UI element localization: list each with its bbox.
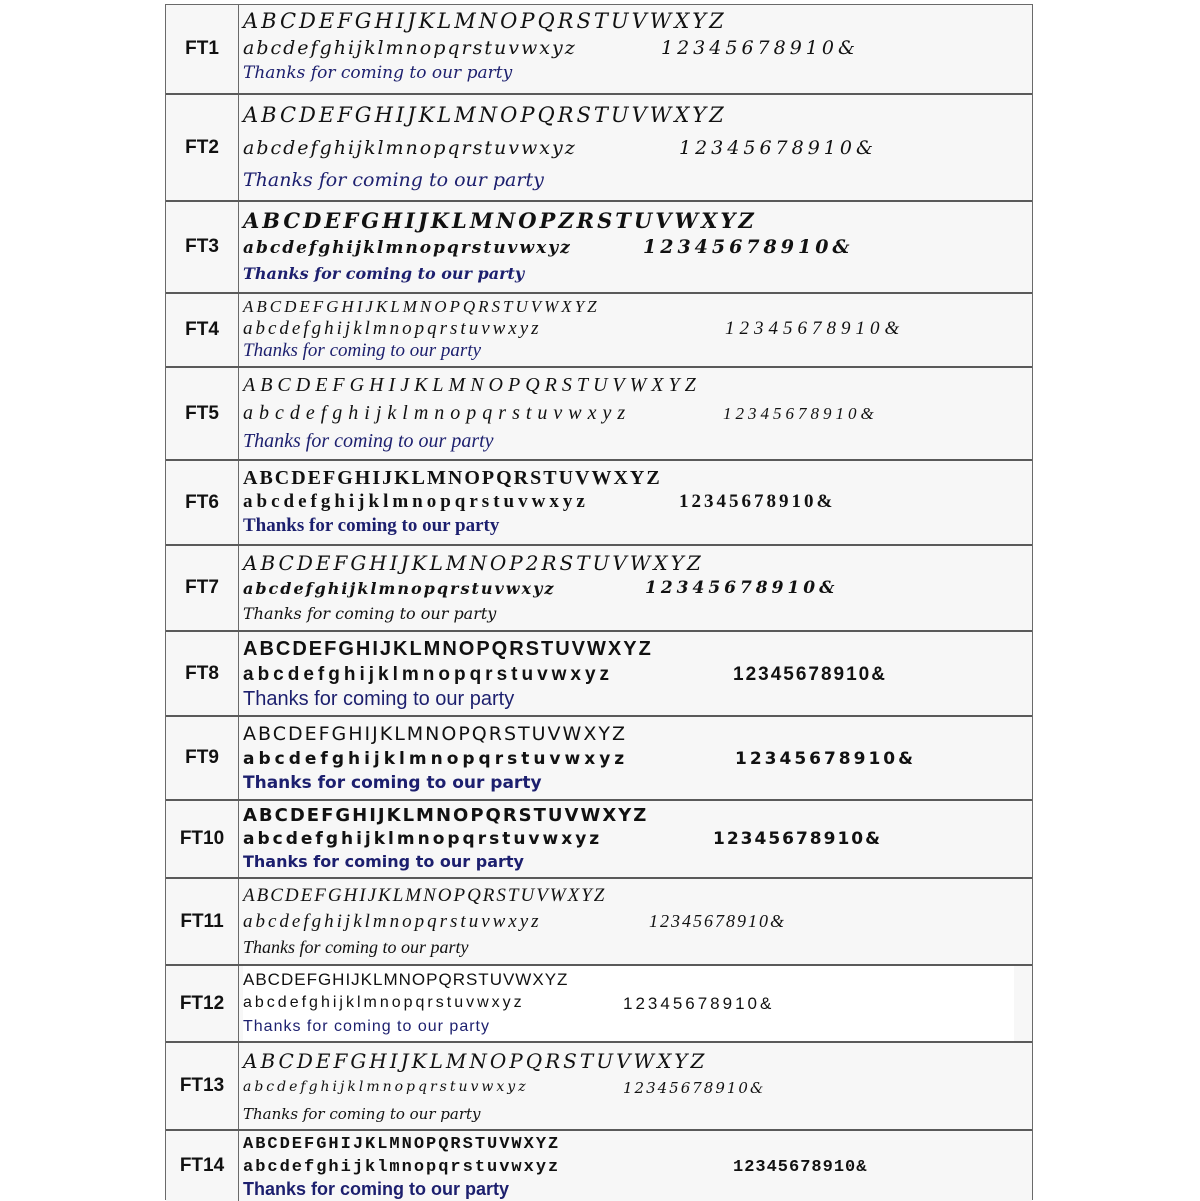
- font-sample: [243, 717, 1028, 799]
- thanks-phrase: Thanks for coming to our party: [243, 169, 544, 191]
- thanks-phrase: Thanks for coming to our party: [243, 604, 497, 623]
- lowercase-sample: abcdefghijklmnopqrstuvwxyz: [243, 238, 572, 258]
- font-sample: [243, 1043, 1028, 1129]
- font-label: FT10: [166, 801, 239, 877]
- font-label: FT1: [166, 5, 239, 93]
- font-sample: [243, 1131, 1028, 1201]
- thanks-phrase: Thanks for coming to our party: [243, 688, 515, 710]
- font-label: FT14: [166, 1131, 239, 1201]
- numbers-sample: 12345678910&: [661, 37, 859, 59]
- font-sample-sheet: [165, 4, 1033, 1200]
- font-row-ft13: [166, 1041, 1032, 1129]
- lowercase-sample: abcdefghijklmnopqrstuvwxyz: [243, 664, 614, 685]
- numbers-sample: 12345678910&: [679, 137, 877, 159]
- thanks-phrase: Thanks for coming to our party: [243, 1018, 490, 1035]
- font-row-ft2: [166, 93, 1032, 200]
- thanks-phrase: Thanks for coming to our party: [243, 773, 542, 793]
- uppercase-sample: ABCDEFGHIJKLMNOPZRSTUVWXYZ: [243, 208, 757, 233]
- font-row-ft1: [166, 5, 1032, 93]
- uppercase-sample: ABCDEFGHIJKLMNOPQRSTUVWXYZ: [243, 374, 701, 396]
- font-label: FT2: [166, 95, 239, 200]
- numbers-sample: 12345678910&: [679, 491, 836, 512]
- font-sample: [243, 801, 1028, 877]
- numbers-sample: 12345678910&: [623, 994, 775, 1013]
- font-row-ft3: [166, 200, 1032, 292]
- numbers-sample: 12345678910&: [733, 664, 887, 685]
- numbers-sample: 12345678910&: [733, 1158, 868, 1177]
- font-label: FT12: [166, 966, 239, 1041]
- uppercase-sample: ABCDEFGHIJKLMNOPQRSTUVWXYZ: [243, 9, 727, 33]
- font-sample: [243, 5, 1028, 93]
- lowercase-sample: abcdefghijklmnopqrstuvwxyz: [243, 1079, 529, 1095]
- uppercase-sample: ABCDEFGHIJKLMNOPQRSTUVWXYZ: [243, 103, 727, 127]
- font-label: FT6: [166, 461, 239, 544]
- lowercase-sample: abcdefghijklmnopqrstuvwxyz: [243, 579, 556, 598]
- font-label: FT11: [166, 879, 239, 964]
- font-sample: [243, 95, 1028, 200]
- font-sample: [243, 632, 1028, 715]
- lowercase-sample: abcdefghijklmnopqrstuvwxyz: [243, 749, 629, 769]
- font-label: FT13: [166, 1043, 239, 1129]
- font-row-ft5: [166, 366, 1032, 459]
- thanks-phrase: Thanks for coming to our party: [243, 515, 500, 536]
- font-label: FT5: [166, 368, 239, 459]
- font-row-ft4: [166, 292, 1032, 366]
- thanks-phrase: Thanks for coming to our party: [243, 430, 494, 452]
- font-row-ft10: [166, 799, 1032, 877]
- uppercase-sample: ABCDEFGHIJKLMNOP2RSTUVWXYZ: [243, 551, 704, 575]
- thanks-phrase: Thanks for coming to our party: [243, 1179, 510, 1199]
- thanks-phrase: Thanks for coming to our party: [243, 852, 524, 871]
- numbers-sample: 12345678910&: [623, 1079, 766, 1097]
- numbers-sample: 12345678910&: [649, 911, 787, 931]
- uppercase-sample: ABCDEFGHIJKLMNOPQRSTUVWXYZ: [243, 1049, 708, 1073]
- numbers-sample: 12345678910&: [723, 404, 878, 423]
- uppercase-sample: ABCDEFGHIJKLMNOPQRSTUVWXYZ: [243, 885, 607, 906]
- font-sample: [243, 966, 1014, 1041]
- font-row-ft11: [166, 877, 1032, 964]
- thanks-phrase: Thanks for coming to our party: [243, 63, 513, 83]
- font-label: FT9: [166, 717, 239, 799]
- numbers-sample: 12345678910&: [735, 749, 916, 769]
- font-label: FT8: [166, 632, 239, 715]
- uppercase-sample: ABCDEFGHIJKLMNOPQRSTUVWXYZ: [243, 805, 649, 826]
- font-sample: [243, 461, 1028, 544]
- lowercase-sample: abcdefghijklmnopqrstuvwxyz: [243, 911, 542, 932]
- thanks-phrase: Thanks for coming to our party: [243, 264, 525, 283]
- lowercase-sample: abcdefghijklmnopqrstuvwxyz: [243, 829, 603, 849]
- lowercase-sample: abcdefghijklmnopqrstuvwxyz: [243, 137, 577, 159]
- font-label: FT4: [166, 294, 239, 366]
- uppercase-sample: ABCDEFGHIJKLMNOPQRSTUVWXYZ: [243, 723, 627, 745]
- thanks-phrase: Thanks for coming to our party: [243, 1105, 481, 1123]
- font-sample: [243, 294, 1028, 366]
- numbers-sample: 12345678910&: [713, 829, 882, 849]
- uppercase-sample: ABCDEFGHIJKLMNOPQRSTUVWXYZ: [243, 970, 569, 989]
- numbers-sample: 12345678910&: [643, 236, 854, 258]
- font-sample: [243, 879, 1028, 964]
- font-sample: [243, 368, 1028, 459]
- font-sample: [243, 546, 1028, 630]
- font-sample: [243, 202, 1028, 292]
- uppercase-sample: ABCDEFGHIJKLMNOPQRSTUVWXYZ: [243, 638, 653, 660]
- lowercase-sample: abcdefghijklmnopqrstuvwxyz: [243, 37, 577, 59]
- lowercase-sample: abcdefghijklmnopqrstuvwxyz: [243, 318, 542, 339]
- uppercase-sample: ABCDEFGHIJKLMNOPQRSTUVWXYZ: [243, 1135, 561, 1154]
- font-row-ft7: [166, 544, 1032, 630]
- lowercase-sample: abcdefghijklmnopqrstuvwxyz: [243, 402, 632, 424]
- numbers-sample: 12345678910&: [645, 578, 839, 598]
- font-row-ft9: [166, 715, 1032, 799]
- uppercase-sample: ABCDEFGHIJKLMNOPQRSTUVWXYZ: [243, 467, 662, 489]
- lowercase-sample: abcdefghijklmnopqrstuvwxyz: [243, 994, 525, 1011]
- font-label: FT3: [166, 202, 239, 292]
- thanks-phrase: Thanks for coming to our party: [243, 937, 469, 957]
- font-label: FT7: [166, 546, 239, 630]
- font-row-ft6: [166, 459, 1032, 544]
- uppercase-sample: ABCDEFGHIJKLMNOPQRSTUVWXYZ: [243, 297, 600, 316]
- font-row-ft8: [166, 630, 1032, 715]
- font-row-ft12: [166, 964, 1032, 1041]
- lowercase-sample: abcdefghijklmnopqrstuvwxyz: [243, 491, 589, 512]
- thanks-phrase: Thanks for coming to our party: [243, 340, 482, 361]
- font-row-ft14: [166, 1129, 1032, 1201]
- lowercase-sample: abcdefghijklmnopqrstuvwxyz: [243, 1158, 561, 1177]
- numbers-sample: 12345678910&: [725, 318, 905, 339]
